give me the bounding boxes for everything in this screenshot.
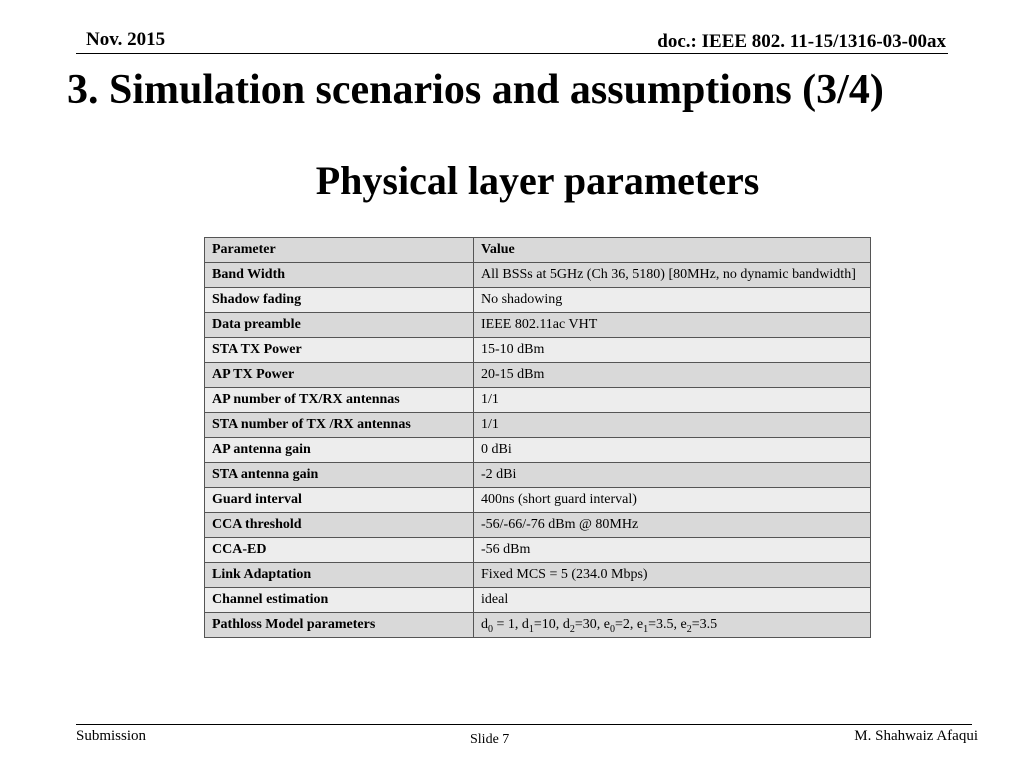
parameter-cell: AP number of TX/RX antennas (205, 388, 474, 413)
column-header-value: Value (474, 238, 871, 263)
pathloss-subscript: 1 (528, 623, 534, 635)
header-doc-id: doc.: IEEE 802. 11-15/1316-03-00ax (657, 31, 946, 52)
value-cell: 1/1 (474, 388, 871, 413)
pathloss-value: = 1, (493, 617, 522, 632)
table-header-row (205, 238, 871, 263)
footer-author: M. Shahwaiz Afaqui (854, 728, 978, 744)
table-row (205, 363, 871, 388)
value-cell: ideal (474, 588, 871, 613)
footer-submission: Submission (76, 728, 147, 744)
table-row (205, 388, 871, 413)
table-row (205, 613, 871, 638)
value-cell (474, 613, 871, 638)
value-cell: 20-15 dBm (474, 363, 871, 388)
column-header-parameter: Parameter (205, 238, 474, 263)
parameter-cell: CCA threshold (205, 513, 474, 538)
value-cell: No shadowing (474, 288, 871, 313)
pathloss-subscript: 0 (609, 623, 615, 635)
header-date: Nov. 2015 (86, 29, 166, 50)
parameter-cell: AP antenna gain (205, 438, 474, 463)
header-divider (76, 53, 948, 54)
pathloss-subscript: 2 (686, 623, 692, 635)
pathloss-value: =3.5 (691, 617, 718, 632)
pathloss-symbol: e (680, 617, 687, 632)
parameter-cell: Guard interval (205, 488, 474, 513)
table-row (205, 313, 871, 338)
pathloss-value: =30, (574, 617, 604, 632)
pathloss-symbol: d (562, 617, 570, 632)
parameter-cell: Band Width (205, 263, 474, 288)
value-cell: IEEE 802.11ac VHT (474, 313, 871, 338)
value-cell: -56 dBm (474, 538, 871, 563)
table-row (205, 338, 871, 363)
value-cell: Fixed MCS = 5 (234.0 Mbps) (474, 563, 871, 588)
value-cell: 1/1 (474, 413, 871, 438)
pathloss-symbol: d (521, 617, 529, 632)
value-cell: 0 dBi (474, 438, 871, 463)
slide-subtitle: Physical layer parameters (315, 158, 760, 203)
value-cell: -56/-66/-76 dBm @ 80MHz (474, 513, 871, 538)
table-row (205, 488, 871, 513)
pathloss-subscript: 1 (643, 623, 649, 635)
parameter-cell: CCA-ED (205, 538, 474, 563)
table-row (205, 513, 871, 538)
parameter-cell: STA number of TX /RX antennas (205, 413, 474, 438)
parameter-cell: STA antenna gain (205, 463, 474, 488)
pathloss-value: =2, (614, 617, 637, 632)
parameter-cell: Link Adaptation (205, 563, 474, 588)
table-row (205, 413, 871, 438)
parameter-cell: Data preamble (205, 313, 474, 338)
slide-title: 3. Simulation scenarios and assumptions (3/4) (67, 67, 884, 113)
value-cell: 15-10 dBm (474, 338, 871, 363)
pathloss-symbol: e (603, 617, 610, 632)
table-row (205, 463, 871, 488)
parameter-cell: Channel estimation (205, 588, 474, 613)
footer-slide-number: Slide 7 (470, 732, 510, 747)
parameter-cell: Pathloss Model parameters (205, 613, 474, 638)
footer-divider (76, 724, 972, 725)
table-row (205, 288, 871, 313)
parameter-cell: STA TX Power (205, 338, 474, 363)
parameter-cell: AP TX Power (205, 363, 474, 388)
table-row (205, 438, 871, 463)
table-row (205, 538, 871, 563)
pathloss-value: =3.5, (648, 617, 681, 632)
value-cell: All BSSs at 5GHz (Ch 36, 5180) [80MHz, no dynamic bandwidth] (474, 263, 871, 288)
table-row (205, 263, 871, 288)
parameters-table (204, 237, 871, 638)
pathloss-value: =10, (533, 617, 563, 632)
pathloss-symbol: e (636, 617, 644, 632)
value-cell: -2 dBi (474, 463, 871, 488)
pathloss-subscript: 0 (488, 623, 493, 635)
value-cell: 400ns (short guard interval) (474, 488, 871, 513)
table-row (205, 588, 871, 613)
parameter-cell: Shadow fading (205, 288, 474, 313)
table-row (205, 563, 871, 588)
pathloss-subscript: 2 (569, 623, 575, 635)
pathloss-symbol: d (481, 617, 488, 632)
